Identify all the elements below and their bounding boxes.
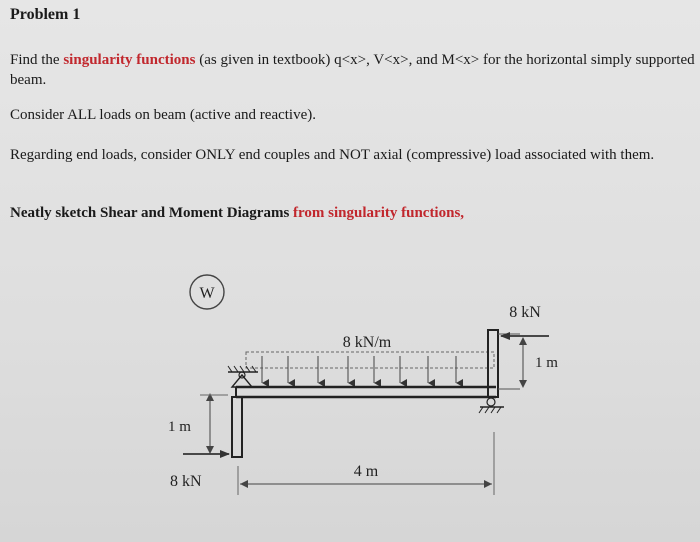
instruction-paragraph-2: Consider ALL loads on beam (active and reactive). [10,107,316,123]
right-dim-arrow-top [519,337,527,345]
w-badge [190,275,224,309]
left-dim-arrow-bottom [206,446,214,454]
p1-pre: Find the [10,52,64,68]
left-arm-bracket [232,397,242,457]
p4-highlight: from singularity functions, [293,205,465,221]
p1-highlight: singularity functions [63,52,196,68]
beam [236,387,496,397]
distributed-load-label: 8 kN/m [342,334,392,351]
right-arm-label: 1 m [535,355,558,371]
right-force-label: 8 kN [509,304,541,321]
left-dim-arrow-top [206,393,214,401]
p4-pre: Neatly sketch Shear and Moment Diagrams [10,205,294,221]
distributed-load-box [246,352,494,368]
span-arrow-right [484,480,492,488]
left-pin-support [228,366,258,387]
left-force-label: 8 kN [170,473,202,490]
problem-title: Problem 1 [10,6,81,23]
p1-post: (as given in textbook) q<x>, V<x>, and M<x> for the horizontal simply supported beam. [10,52,695,88]
left-arm-label: 1 m [168,419,191,435]
span-arrow-left [240,480,248,488]
w-badge-label: W [199,285,215,302]
right-dim-arrow-bottom [519,380,527,388]
instruction-paragraph-3: Regarding end loads, consider ONLY end couples and NOT axial (compressive) load associated with them. [10,147,655,163]
right-roller-support [479,398,504,413]
distributed-load-arrows [262,356,456,383]
span-label: 4 m [353,463,379,480]
